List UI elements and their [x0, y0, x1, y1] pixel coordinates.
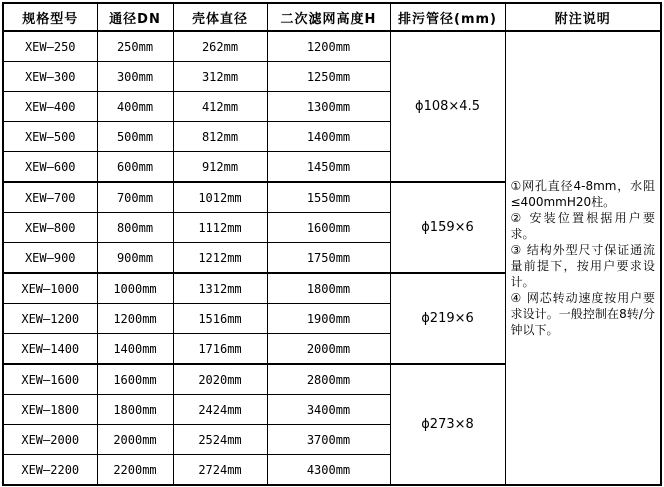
model-cell: XEW—500: [3, 122, 97, 152]
dn-cell: 500mm: [97, 122, 173, 152]
model-cell: XEW—1000: [3, 273, 97, 304]
dn-cell: 900mm: [97, 243, 173, 274]
model-cell: XEW—1800: [3, 395, 97, 425]
dn-cell: 1200mm: [97, 304, 173, 334]
note-item: ①网孔直径4-8mm，水阻≤400mmH20柱。: [510, 179, 655, 209]
note-item: ② 安装位置根据用户要求。: [510, 211, 655, 241]
header-notes: 附注说明: [505, 3, 661, 31]
height-cell: 1250mm: [267, 62, 390, 92]
model-cell: XEW—600: [3, 152, 97, 183]
height-cell: 2800mm: [267, 364, 390, 395]
dn-cell: 2200mm: [97, 455, 173, 486]
height-cell: 1200mm: [267, 31, 390, 62]
model-cell: XEW—2200: [3, 455, 97, 486]
dn-cell: 400mm: [97, 92, 173, 122]
shell-cell: 1516mm: [173, 304, 267, 334]
model-cell: XEW—1600: [3, 364, 97, 395]
shell-cell: 412mm: [173, 92, 267, 122]
notes-cell: [505, 31, 661, 485]
model-cell: XEW—700: [3, 182, 97, 213]
height-cell: 1300mm: [267, 92, 390, 122]
dn-cell: 600mm: [97, 152, 173, 183]
header-dn: 通径DN: [97, 3, 173, 31]
dn-cell: 250mm: [97, 31, 173, 62]
shell-cell: 1716mm: [173, 334, 267, 365]
dn-cell: 700mm: [97, 182, 173, 213]
shell-cell: 1012mm: [173, 182, 267, 213]
header-shell-diameter: 壳体直径: [173, 3, 267, 31]
height-cell: 3400mm: [267, 395, 390, 425]
drain-group-cell: ϕ108×4.5: [390, 31, 505, 182]
model-cell: XEW—2000: [3, 425, 97, 455]
note-item: ④ 网芯转动速度按用户要求设计。一般控制在8转/分钟以下。: [510, 291, 655, 337]
note-item: ③ 结构外型尺寸保证通流量前提下，按用户要求设计。: [510, 243, 655, 289]
height-cell: 3700mm: [267, 425, 390, 455]
dn-cell: 800mm: [97, 213, 173, 243]
height-cell: 1450mm: [267, 152, 390, 183]
model-cell: XEW—300: [3, 62, 97, 92]
shell-cell: 1312mm: [173, 273, 267, 304]
model-cell: XEW—900: [3, 243, 97, 274]
height-cell: 1900mm: [267, 304, 390, 334]
height-cell: 1800mm: [267, 273, 390, 304]
table-row: [3, 31, 661, 62]
header-row: [3, 3, 661, 31]
shell-cell: 262mm: [173, 31, 267, 62]
model-cell: XEW—250: [3, 31, 97, 62]
dn-cell: 1600mm: [97, 364, 173, 395]
shell-cell: 1112mm: [173, 213, 267, 243]
drain-group-cell: ϕ159×6: [390, 182, 505, 273]
dn-cell: 1800mm: [97, 395, 173, 425]
height-cell: 1550mm: [267, 182, 390, 213]
shell-cell: 812mm: [173, 122, 267, 152]
header-model: 规格型号: [3, 3, 97, 31]
shell-cell: 312mm: [173, 62, 267, 92]
model-cell: XEW—400: [3, 92, 97, 122]
shell-cell: 2524mm: [173, 425, 267, 455]
model-cell: XEW—1200: [3, 304, 97, 334]
height-cell: 1750mm: [267, 243, 390, 274]
shell-cell: 2724mm: [173, 455, 267, 486]
dn-cell: 2000mm: [97, 425, 173, 455]
height-cell: 1400mm: [267, 122, 390, 152]
header-filter-height: 二次滤网高度H: [267, 3, 390, 31]
spec-table: [2, 2, 662, 486]
height-cell: 2000mm: [267, 334, 390, 365]
header-drain-diameter: 排污管径(mm): [390, 3, 505, 31]
dn-cell: 1400mm: [97, 334, 173, 365]
dn-cell: 1000mm: [97, 273, 173, 304]
shell-cell: 1212mm: [173, 243, 267, 274]
dn-cell: 300mm: [97, 62, 173, 92]
model-cell: XEW—1400: [3, 334, 97, 365]
drain-group-cell: ϕ273×8: [390, 364, 505, 485]
drain-group-cell: ϕ219×6: [390, 273, 505, 364]
height-cell: 4300mm: [267, 455, 390, 486]
shell-cell: 2020mm: [173, 364, 267, 395]
shell-cell: 912mm: [173, 152, 267, 183]
shell-cell: 2424mm: [173, 395, 267, 425]
height-cell: 1600mm: [267, 213, 390, 243]
model-cell: XEW—800: [3, 213, 97, 243]
